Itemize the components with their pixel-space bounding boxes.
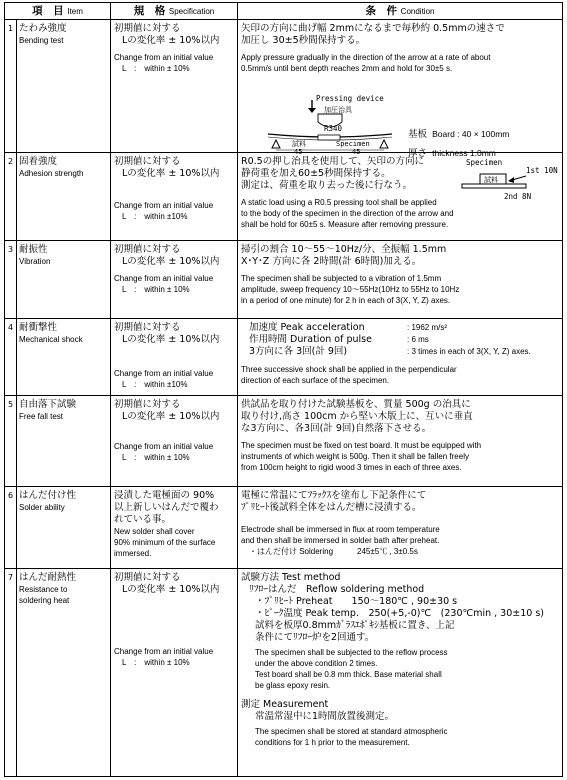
board-shape xyxy=(462,184,526,188)
table-row-bending xyxy=(5,20,563,153)
header-item: 項 目 Item xyxy=(5,3,111,20)
second-load-label: 2nd 8N xyxy=(504,192,532,201)
table-row-solderability xyxy=(5,487,563,569)
board-spec: 基板 Board : 40 × 100mm 厚さ thickness 1.0mm xyxy=(408,129,510,159)
item-cell: はんだ耐熱性 Resistance to soldering heat xyxy=(17,569,111,777)
specimen-label: Specimen xyxy=(466,158,503,167)
adhesion-test-diagram xyxy=(460,156,560,202)
condition-cell: 試験方法 Test method ﾘﾌﾛｰはんだ Reflow soldering method ・ﾌﾟﾘﾋｰﾄ Preheat 150～180℃ , 90±30 s ・ﾋﾟｰｸ温度 Peak temp. 250(+5,-0)℃ (230℃min , 30±10 s) 試料を板厚0.8mmｶﾞﾗｽｴﾎﾟｷｼ基板に置き、上記 条件にてﾘﾌﾛｰ炉を2回通す。 The specimen shall be subjected to the reflow process under the above condition 2 times. Test board shall be 0.8 mm thick. Base material shall be glass epoxy resin. 測定 Measurement 常温常湿中に1時間放置後測定。 The specimen shall be stored at standard atmospheric conditions for 1 h prior to the measurement. xyxy=(238,569,563,777)
row-number: 5 xyxy=(5,396,17,487)
header-spec: 規 格 Specification xyxy=(111,3,238,20)
row-number: 4 xyxy=(5,319,17,396)
shock-line: 加速度 Peak acceleration : 1962 m/s² xyxy=(249,322,448,333)
condition-cell: R0.5の押し治具を使用して、矢印の方向に 静荷重を加え60±5秒間保持する。 測定は、荷重を取り去った後に行なう。 A static load using a R0.5 pressing tool shall be applied to the body of the specimen in the direction of the arrow and shall be hold for 60±5 s. Measure after removing pressure. Specimen 1st 10N 試料 2nd 8N xyxy=(238,153,563,241)
first-load-label: 1st 10N xyxy=(526,166,558,175)
table-row-adhesion xyxy=(5,153,563,241)
row-number: 1 xyxy=(5,20,17,153)
table-header xyxy=(5,3,563,20)
reliability-test-table xyxy=(4,2,563,777)
spec-cell: 初期値に対する Lの変化率 ± 10%以内 Change from an initial value L : within ±10% xyxy=(111,153,238,241)
load-arrow xyxy=(512,176,526,180)
condition-cell: 加速度 Peak acceleration : 1962 m/s² 作用時間 Duration of pulse : 6 ms 3方向に各 3回(計 9回) : 3 times in each of 3(X, Y, Z) axes. Three successive shock shall be applied in the perpendicular direction of each surface of the specimen. xyxy=(238,319,563,396)
solder-condition: ・はんだ付け Soldering 245±5℃ , 3±0.5s xyxy=(249,547,418,556)
support-right xyxy=(380,140,388,148)
table-row-free-fall xyxy=(5,396,563,487)
row-number: 7 xyxy=(5,569,17,777)
span-left-label: 45 xyxy=(294,148,303,156)
specimen-jp-label: 試料 xyxy=(484,176,498,184)
item-cell: 耐振性 Vibration xyxy=(17,241,111,319)
load-arrow-head xyxy=(508,177,514,183)
spec-cell: 浸漬した電極面の 90% 以上新しいはんだで覆わ れている事。 New solder shall cover 90% minimum of the surface immersed. xyxy=(111,487,238,569)
table-row-shock xyxy=(5,319,563,396)
radius-label: R340 xyxy=(324,124,343,133)
pressing-device-label: Pressing device xyxy=(316,94,384,103)
table-row-soldering-heat xyxy=(5,569,563,777)
spec-cell: 初期値に対する Lの変化率 ± 10%以内 Change from an initial value L : within ± 10% xyxy=(111,20,238,153)
bending-test-diagram xyxy=(258,92,428,154)
span-right-label: 45 xyxy=(352,148,361,156)
specimen-label: Specimen xyxy=(336,140,370,148)
support-left xyxy=(272,140,280,148)
spec-cell: 初期値に対する Lの変化率 ± 10%以内 Change from an initial value L : within ± 10% xyxy=(111,241,238,319)
row-number: 6 xyxy=(5,487,17,569)
item-cell: 耐衝撃性 Mechanical shock xyxy=(17,319,111,396)
shock-line: 作用時間 Duration of pulse : 6 ms xyxy=(249,334,429,345)
table-row-vibration xyxy=(5,241,563,319)
condition-cell: 矢印の方向に曲げ幅 2mmになるまで毎秒約 0.5mmの速さで 加圧し 30±5秒間保持する。 Apply pressure gradually in the direction of the arrow at a rate of about 0.5mm/s until bent depth reaches 2mm and hold for 30±5 s. Pressing device 加圧治具 R340 試料 Specimen 45 45 基板 Board : 40 × 100mm 厚さ thickness 1.0mm xyxy=(238,20,563,153)
spec-cell: 初期値に対する Lの変化率 ± 10%以内 Change from an initial value L : within ±10% xyxy=(111,319,238,396)
row-number: 3 xyxy=(5,241,17,319)
condition-cell: 掃引の割合 10～55～10Hz/分、全振幅 1.5mm X･Y･Z 方向に各 2時間(計 6時間)加える。 The specimen shall be subjected to a vibration of 1.5mm amplitude, sweep frequency 10～55Hz(10Hz to 55Hz to 10Hz in a period of one minute) for 2 h in each of 3(X, Y, Z) axes. xyxy=(238,241,563,319)
row-number: 2 xyxy=(5,153,17,241)
item-cell: はんだ付け性 Solder ability xyxy=(17,487,111,569)
spec-cell: 初期値に対する Lの変化率 ± 10%以内 Change from an initial value L : within ± 10% xyxy=(111,569,238,777)
condition-cell: 供試品を取り付けた試験基板を、質量 500g の治具に 取り付け,高さ 100cm から堅い木版上に、互いに垂直 な3方向に、各3回(計 9回)自然落下させる。 The specimen must be fixed on test board. It must be equipped with instruments of which weight is 500g. Then it shall be fallen freely from 100cm height to rigid wood 3 times in each of three axes. xyxy=(238,396,563,487)
condition-cell: 電極に常温にてﾌﾗｯｸｽを塗布し下記条件にて ﾌﾟﾘﾋｰﾄ後試料全体をはんだ槽に浸漬する。 Electrode shall be immersed in flux at room temperature and then shall be immersed in solder bath after preheat. ・はんだ付け Soldering 245±5℃ , 3±0.5s xyxy=(238,487,563,569)
pressing-jig-label: 加圧治具 xyxy=(324,106,352,114)
press-arrow-head xyxy=(308,108,316,113)
spec-cell: 初期値に対する Lの変化率 ± 10%以内 Change from an initial value L : within ± 10% xyxy=(111,396,238,487)
shock-line: 3方向に各 3回(計 9回) : 3 times in each of 3(X, Y, Z) axes. xyxy=(249,346,531,357)
specimen-jp-label: 試料 xyxy=(292,140,306,148)
item-cell: 固着強度 Adhesion strength xyxy=(17,153,111,241)
header-condition: 条 件 Condition xyxy=(238,3,563,20)
item-cell: 自由落下試験 Free fall test xyxy=(17,396,111,487)
item-cell: たわみ強度 Bending test xyxy=(17,20,111,153)
